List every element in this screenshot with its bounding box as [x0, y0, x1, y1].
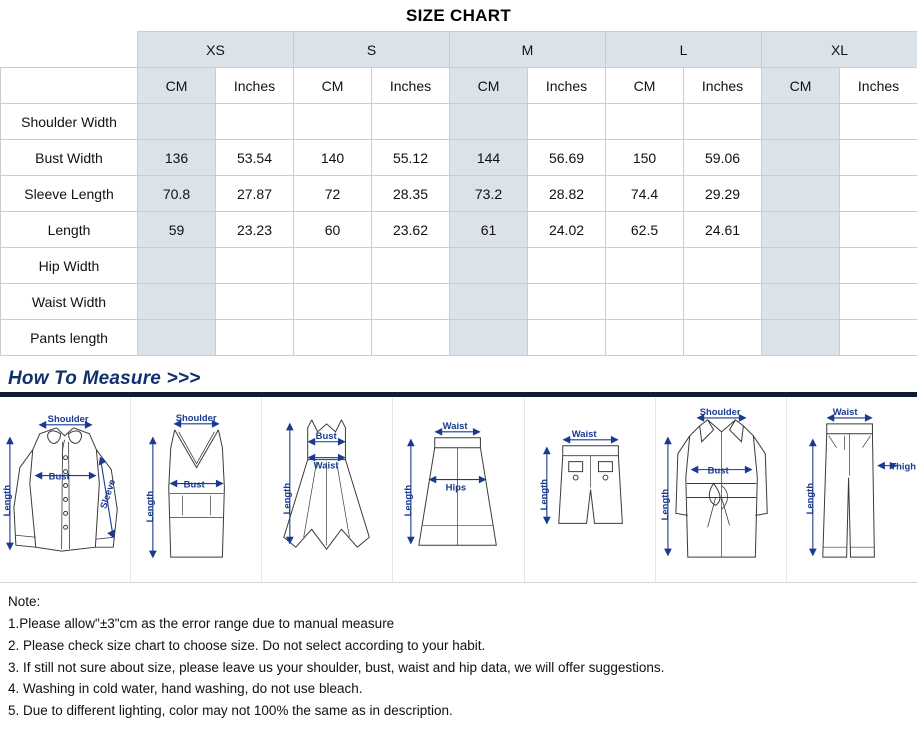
cell: 62.5 [606, 212, 684, 248]
table-corner-cell [1, 32, 138, 68]
cell [450, 248, 528, 284]
banner-divider [0, 392, 917, 397]
label-length: Length [145, 490, 156, 523]
blouse-diagram [0, 398, 130, 582]
cell: 24.61 [684, 212, 762, 248]
label-waist: Waist [571, 428, 597, 440]
cell [840, 140, 917, 176]
cell [216, 320, 294, 356]
cell [372, 320, 450, 356]
row-label: Bust Width [1, 140, 138, 176]
arrows-icon: >>> [166, 368, 201, 389]
cell: 144 [450, 140, 528, 176]
cell [840, 320, 917, 356]
cell: 56.69 [528, 140, 606, 176]
row-label: Hip Width [1, 248, 138, 284]
unit-m-cm: CM [450, 68, 528, 104]
label-shoulder: Shoulder [699, 406, 741, 418]
cell [762, 320, 840, 356]
cell [294, 284, 372, 320]
cell [606, 248, 684, 284]
note-line-5: 5. Due to different lighting, color may not 100% the same as in description. [8, 703, 453, 719]
cell [216, 248, 294, 284]
label-shoulder: Shoulder [175, 412, 217, 424]
skirt-diagram [393, 398, 523, 582]
label-hips: Hips [446, 482, 467, 494]
cell [684, 248, 762, 284]
note-line-1: 1.Please allow"±3"cm as the error range due to manual measure [8, 615, 395, 631]
figure-trench-coat [656, 398, 787, 582]
table-unit-header-row [1, 68, 917, 104]
label-shoulder: Shoulder [47, 413, 89, 425]
cell: 150 [606, 140, 684, 176]
unit-xl-inches: Inches [840, 68, 917, 104]
row-label: Length [1, 212, 138, 248]
cell: 140 [294, 140, 372, 176]
cell: 61 [450, 212, 528, 248]
label-waist: Waist [313, 460, 339, 472]
row-label: Shoulder Width [1, 104, 138, 140]
shorts-diagram [525, 398, 655, 582]
cell [294, 104, 372, 140]
label-length: Length [538, 478, 550, 511]
size-header-xs: XS [138, 32, 294, 68]
cell [684, 104, 762, 140]
label-bust: Bust [707, 465, 729, 477]
cell [294, 248, 372, 284]
cell: 53.54 [216, 140, 294, 176]
cell [528, 284, 606, 320]
cell [840, 176, 917, 212]
cell: 136 [138, 140, 216, 176]
unit-xs-cm: CM [138, 68, 216, 104]
cell: 73.2 [450, 176, 528, 212]
table-size-header-row [1, 32, 917, 68]
cell: 23.62 [372, 212, 450, 248]
size-header-l: L [606, 32, 762, 68]
cell: 27.87 [216, 176, 294, 212]
cell: 24.02 [528, 212, 606, 248]
figure-blouse [0, 398, 131, 582]
table-row [1, 104, 917, 140]
cell: 28.82 [528, 176, 606, 212]
cell [216, 104, 294, 140]
how-to-measure-text: How To Measure [8, 368, 162, 389]
table-row [1, 140, 917, 176]
label-thigh: Thigh [890, 461, 916, 473]
note-line-2: 2. Please check size chart to choose size. Do not select according to your habit. [8, 637, 486, 653]
how-to-measure-banner [0, 368, 917, 398]
cell [606, 284, 684, 320]
how-to-measure-label [0, 368, 917, 390]
table-row [1, 248, 917, 284]
row-label: Waist Width [1, 284, 138, 320]
cell [450, 320, 528, 356]
page-title: SIZE CHART [406, 6, 511, 25]
cell [138, 104, 216, 140]
cell [294, 320, 372, 356]
unit-corner-cell [1, 68, 138, 104]
notes-block [0, 583, 917, 722]
table-row [1, 212, 917, 248]
cell [762, 104, 840, 140]
cell: 74.4 [606, 176, 684, 212]
size-header-s: S [294, 32, 450, 68]
label-bust: Bust [315, 430, 337, 442]
label-length: Length [804, 482, 816, 515]
cell: 28.35 [372, 176, 450, 212]
cell: 60 [294, 212, 372, 248]
cell [762, 140, 840, 176]
label-length: Length [659, 488, 671, 521]
label-waist: Waist [832, 406, 858, 418]
cell [528, 104, 606, 140]
unit-xs-inches: Inches [216, 68, 294, 104]
note-line-4: 4. Washing in cold water, hand washing, do not use bleach. [8, 681, 363, 697]
cell [762, 284, 840, 320]
unit-xl-cm: CM [762, 68, 840, 104]
cell [684, 320, 762, 356]
row-label: Sleeve Length [1, 176, 138, 212]
cell [840, 284, 917, 320]
figure-camisole [131, 398, 262, 582]
figure-shorts [525, 398, 656, 582]
size-header-m: M [450, 32, 606, 68]
cell [216, 284, 294, 320]
label-bust: Bust [183, 479, 205, 491]
size-chart-table [0, 31, 917, 356]
notes-heading: Note: [8, 594, 41, 609]
note-line-3: 3. If still not sure about size, please leave us your shoulder, bust, waist and hip data, we will offer suggestions. [8, 659, 665, 675]
pants-diagram [787, 398, 917, 582]
unit-l-cm: CM [606, 68, 684, 104]
cell [372, 284, 450, 320]
cell [840, 104, 917, 140]
cell [450, 104, 528, 140]
cell [762, 176, 840, 212]
cell: 72 [294, 176, 372, 212]
cell: 23.23 [216, 212, 294, 248]
cell [606, 104, 684, 140]
cell [450, 284, 528, 320]
cell [762, 248, 840, 284]
cell [372, 104, 450, 140]
skater-dress-diagram [262, 398, 392, 582]
trench-coat-diagram [656, 398, 786, 582]
table-row [1, 284, 917, 320]
label-waist: Waist [443, 420, 468, 432]
cell [684, 284, 762, 320]
cell [138, 248, 216, 284]
table-row [1, 320, 917, 356]
size-header-xl: XL [762, 32, 917, 68]
cell [528, 320, 606, 356]
label-length: Length [1, 484, 13, 517]
figure-skirt [393, 398, 524, 582]
label-bust: Bust [48, 471, 70, 483]
cell: 29.29 [684, 176, 762, 212]
cell [606, 320, 684, 356]
cell [372, 248, 450, 284]
cell: 59.06 [684, 140, 762, 176]
row-label: Pants length [1, 320, 138, 356]
unit-m-inches: Inches [528, 68, 606, 104]
label-length: Length [403, 484, 415, 517]
cell: 55.12 [372, 140, 450, 176]
cell: 70.8 [138, 176, 216, 212]
cell [138, 320, 216, 356]
unit-s-cm: CM [294, 68, 372, 104]
cell [528, 248, 606, 284]
unit-s-inches: Inches [372, 68, 450, 104]
cell [840, 248, 917, 284]
cell [138, 284, 216, 320]
cell: 59 [138, 212, 216, 248]
unit-l-inches: Inches [684, 68, 762, 104]
cell [762, 212, 840, 248]
cell [840, 212, 917, 248]
measure-figures [0, 398, 917, 583]
label-sleeve: Sleeve [98, 478, 119, 511]
label-length: Length [282, 482, 294, 515]
table-row [1, 176, 917, 212]
figure-skater-dress [262, 398, 393, 582]
figure-pants [787, 398, 917, 582]
camisole-diagram [131, 398, 261, 582]
